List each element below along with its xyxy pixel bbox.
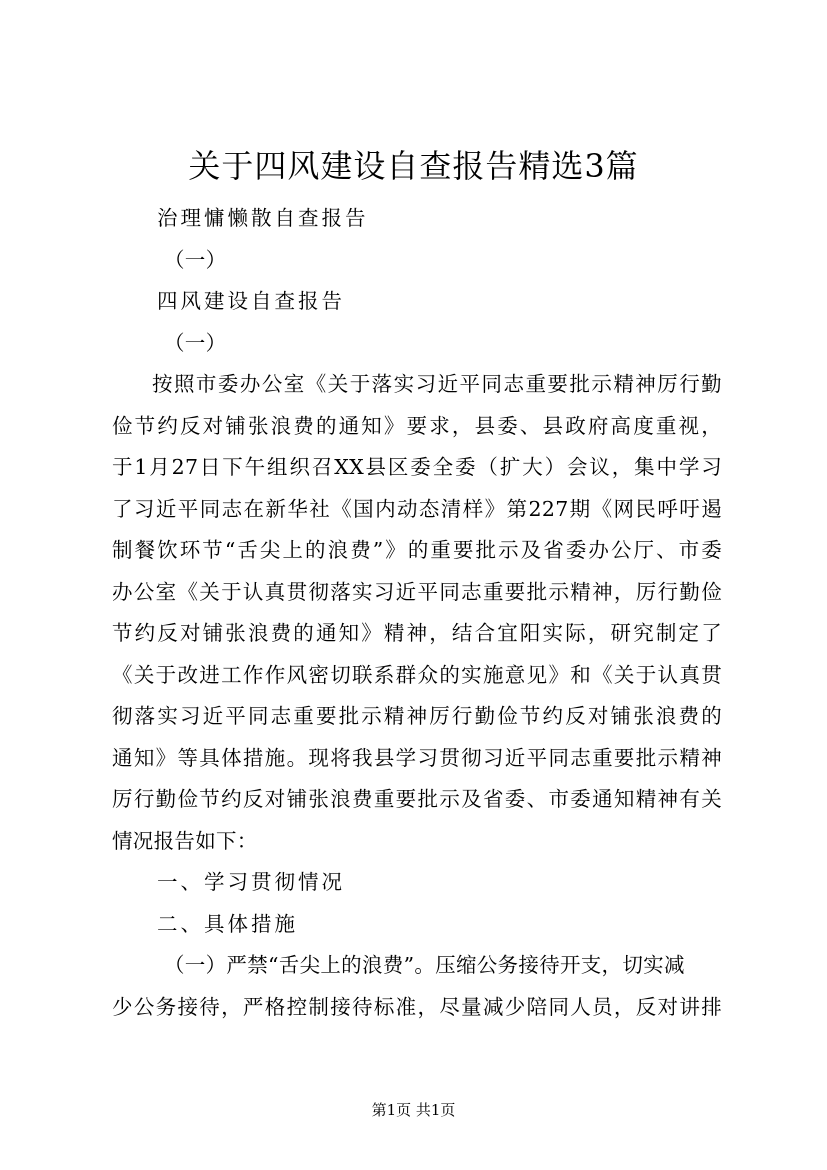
subtitle-line: 四风建设自查报告 (157, 289, 345, 313)
subtitle-line: 治理慵懒散自查报告 (157, 206, 369, 230)
paragraph-line: 彻落实习近平同志重要批示精神厉行勤俭节约反对铺张浪费的 (112, 704, 722, 728)
section-number: （一） (164, 330, 227, 355)
paragraph-line: 节约反对铺张浪费的通知》精神，结合宜阳实际，研究制定了 (112, 621, 722, 645)
document-title: 关于四风建设自查报告精选3篇 (188, 147, 639, 185)
paragraph-line: 制餐饮环节“舌尖上的浪费”》的重要批示及省委办公厅、市委 (112, 538, 722, 562)
paragraph-line: 厉行勤俭节约反对铺张浪费重要批示及省委、市委通知精神有关 (112, 787, 722, 811)
paragraph-line: 了习近平同志在新华社《国内动态清样》第227期《网民呼吁遏 (112, 496, 722, 521)
paragraph-line: 俭节约反对铺张浪费的通知》要求，县委、县政府高度重视， (112, 413, 722, 438)
paragraph-line: 少公务接待，严格控制接待标准，尽量减少陪同人员，反对讲排 (112, 994, 722, 1019)
heading-line: 一、学习贯彻情况 (157, 870, 345, 894)
heading-line: 二、具体措施 (157, 911, 298, 936)
page-number-footer: 第1页 共1页 (371, 1101, 456, 1119)
paragraph-line: 办公室《关于认真贯彻落实习近平同志重要批示精神，厉行勤俭 (112, 579, 722, 604)
paragraph-line: 按照市委办公室《关于落实习近平同志重要批示精神厉行勤 (152, 372, 722, 396)
document-body (112, 198, 722, 1028)
paragraph-line: （一）严禁“舌尖上的浪费”。压缩公务接待开支，切实减 (164, 953, 685, 977)
paragraph-line: 《关于改进工作作风密切联系群众的实施意见》和《关于认真贯 (112, 662, 722, 687)
paragraph-line: 通知》等具体措施。现将我县学习贯彻习近平同志重要批示精神 (112, 745, 722, 770)
paragraph-line: 于1月27日下午组织召XX县区委全委（扩大）会议，集中学习 (112, 455, 722, 479)
paragraph-line: 情况报告如下： (112, 828, 258, 853)
section-number: （一） (164, 247, 227, 272)
